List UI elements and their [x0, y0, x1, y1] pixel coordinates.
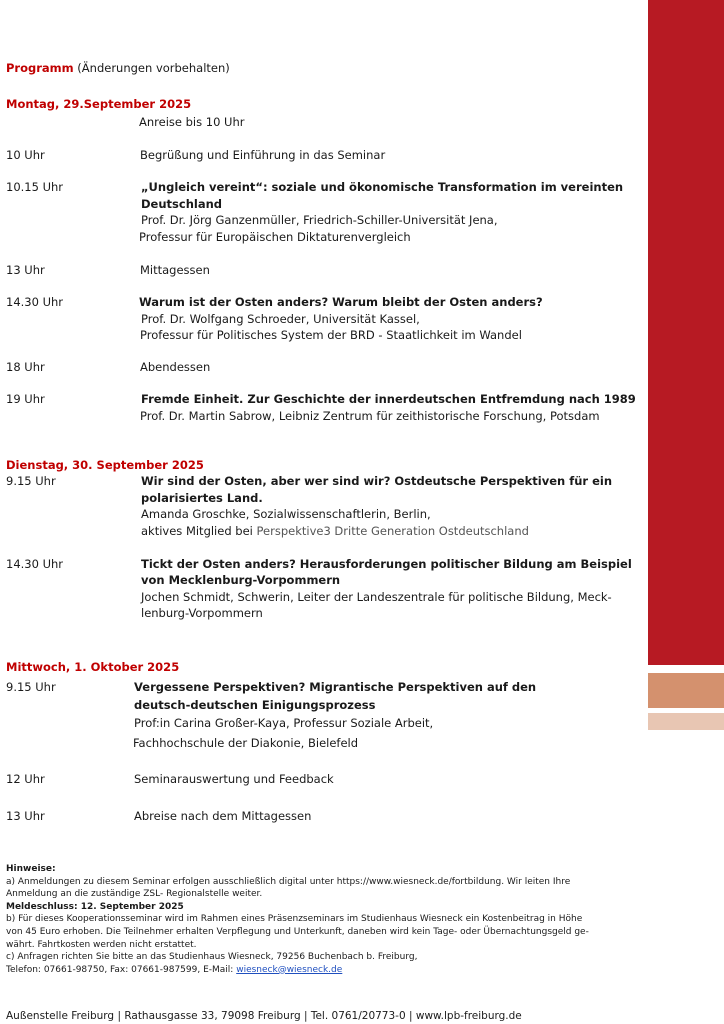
email-link[interactable]: wiesneck@wiesneck.de: [236, 964, 343, 975]
day1-arrival: Anreise bis 10 Uhr: [139, 115, 245, 129]
day1-item5-text: Abendessen: [140, 360, 211, 374]
notes-heading: Hinweise:: [6, 864, 56, 874]
day1-item1-time: 10 Uhr: [6, 148, 45, 162]
notes-deadline: Meldeschluss: 12. September 2025: [6, 901, 184, 912]
notes-b-line2: von 45 Euro erhoben. Die Teilnehmer erhalten Verpflegung und Unterkunft, daneben wird kein Tage- oder Übernachtungsgeld ge-: [6, 926, 589, 937]
day1-heading: Montag, 29.September 2025: [6, 97, 192, 111]
notes-c-line1: c) Anfragen richten Sie bitte an das Studienhaus Wiesneck, 79256 Buchenbach b. Freiburg,: [6, 952, 418, 963]
day3-item2-text: Seminarauswertung und Feedback: [134, 772, 334, 786]
day2-item1-organization: Perspektive3 Dritte Generation Ostdeutschland: [256, 524, 529, 538]
day2-item1-speaker: Amanda Groschke, Sozialwissenschaftlerin, Berlin,: [141, 507, 431, 521]
day1-item3-text: Mittagessen: [140, 263, 210, 277]
notes-c-line2: [6, 964, 589, 977]
day2-item1-time: 9.15 Uhr: [6, 474, 56, 488]
notes-a-line2: Anmeldung an die zuständige ZSL- Regionalstelle weiter.: [6, 889, 263, 900]
day1-item6-speaker: Prof. Dr. Martin Sabrow, Leibniz Zentrum für zeithistorische Forschung, Potsdam: [140, 409, 600, 423]
day1-item3-time: 13 Uhr: [6, 263, 45, 277]
footer-address: Außenstelle Freiburg | Rathausgasse 33, 79098 Freiburg | Tel. 0761/20773-0 | www.lpb-freiburg.de: [6, 1010, 522, 1022]
day2-item1-title-cont: polarisiertes Land.: [141, 491, 263, 505]
day3-item1-title-cont: deutsch-deutschen Einigungsprozess: [134, 698, 376, 712]
day3-item1-affiliation: Fachhochschule der Diakonie, Bielefeld: [133, 736, 359, 750]
day3-heading: Mittwoch, 1. Oktober 2025: [6, 660, 180, 674]
day1-item1-text: Begrüßung und Einführung in das Seminar: [140, 148, 386, 162]
day3-item2-time: 12 Uhr: [6, 772, 45, 786]
day3-item3-text: Abreise nach dem Mittagessen: [134, 809, 312, 823]
day1-item2-title: „Ungleich vereint“: soziale und ökonomische Transformation im vereinten: [141, 180, 624, 194]
day3-item3-time: 13 Uhr: [6, 809, 45, 823]
notes-b-line3: währt. Fahrtkosten werden nicht erstattet.: [6, 939, 197, 950]
day3-item1-time: 9.15 Uhr: [6, 680, 56, 694]
day1-item4-time: 14.30 Uhr: [6, 295, 64, 309]
day3-item1-speaker: Prof:in Carina Großer-Kaya, Professur Soziale Arbeit,: [134, 716, 434, 730]
day2-item2-title: Tickt der Osten anders? Herausforderungen politischer Bildung am Beispiel: [141, 557, 632, 571]
day1-item2-speaker: Prof. Dr. Jörg Ganzenmüller, Friedrich-Schiller-Universität Jena,: [141, 213, 498, 227]
notes-a-line1: a) Anmeldungen zu diesem Seminar erfolgen ausschließlich digital unter https://www.wiesneck.de/fortbildung. Wir leiten Ihre: [6, 876, 571, 887]
day2-item2-speaker-cont: lenburg-Vorpommern: [141, 606, 263, 620]
day1-item2-affiliation: Professur für Europäischen Diktaturenvergleich: [139, 230, 411, 244]
day1-item2-time: 10.15 Uhr: [6, 180, 64, 194]
day2-item1-affiliation: [141, 523, 529, 539]
day1-item2-title-cont: Deutschland: [141, 197, 222, 211]
day1-item4-title: Warum ist der Osten anders? Warum bleibt der Osten anders?: [139, 295, 543, 309]
day2-item1-membership: aktives Mitglied bei: [141, 524, 257, 538]
decorative-orange-band: [648, 673, 724, 708]
day2-item2-speaker: Jochen Schmidt, Schwerin, Leiter der Landeszentrale für politische Bildung, Meck-: [141, 590, 612, 604]
program-heading: [6, 60, 230, 76]
day2-heading: Dienstag, 30. September 2025: [6, 458, 204, 472]
day2-item1-title: Wir sind der Osten, aber wer sind wir? Ostdeutsche Perspektiven für ein: [141, 474, 613, 488]
notes-contact: Telefon: 07661-98750, Fax: 07661-987599, E-Mail:: [6, 964, 237, 975]
notes-b-line1: b) Für dieses Kooperationsseminar wird im Rahmen eines Präsenzseminars im Studienhaus Wiesneck ein Kostenbeitrag in Höhe: [6, 914, 583, 925]
decorative-red-band: [648, 0, 724, 665]
day1-item4-affiliation: Professur für Politisches System der BRD - Staatlichkeit im Wandel: [140, 328, 522, 342]
day1-item6-title: Fremde Einheit. Zur Geschichte der innerdeutschen Entfremdung nach 1989: [141, 392, 636, 406]
day3-item1-title: Vergessene Perspektiven? Migrantische Perspektiven auf den: [134, 680, 537, 694]
day1-item5-time: 18 Uhr: [6, 360, 45, 374]
day2-item2-title-cont: von Mecklenburg-Vorpommern: [141, 573, 341, 587]
notes-section: [6, 863, 589, 976]
program-label: Programm: [6, 61, 74, 75]
day2-item2-time: 14.30 Uhr: [6, 557, 64, 571]
program-note: (Änderungen vorbehalten): [77, 61, 230, 75]
day1-item4-speaker: Prof. Dr. Wolfgang Schroeder, Universität Kassel,: [141, 312, 420, 326]
decorative-peach-band: [648, 713, 724, 730]
day1-item6-time: 19 Uhr: [6, 392, 45, 406]
